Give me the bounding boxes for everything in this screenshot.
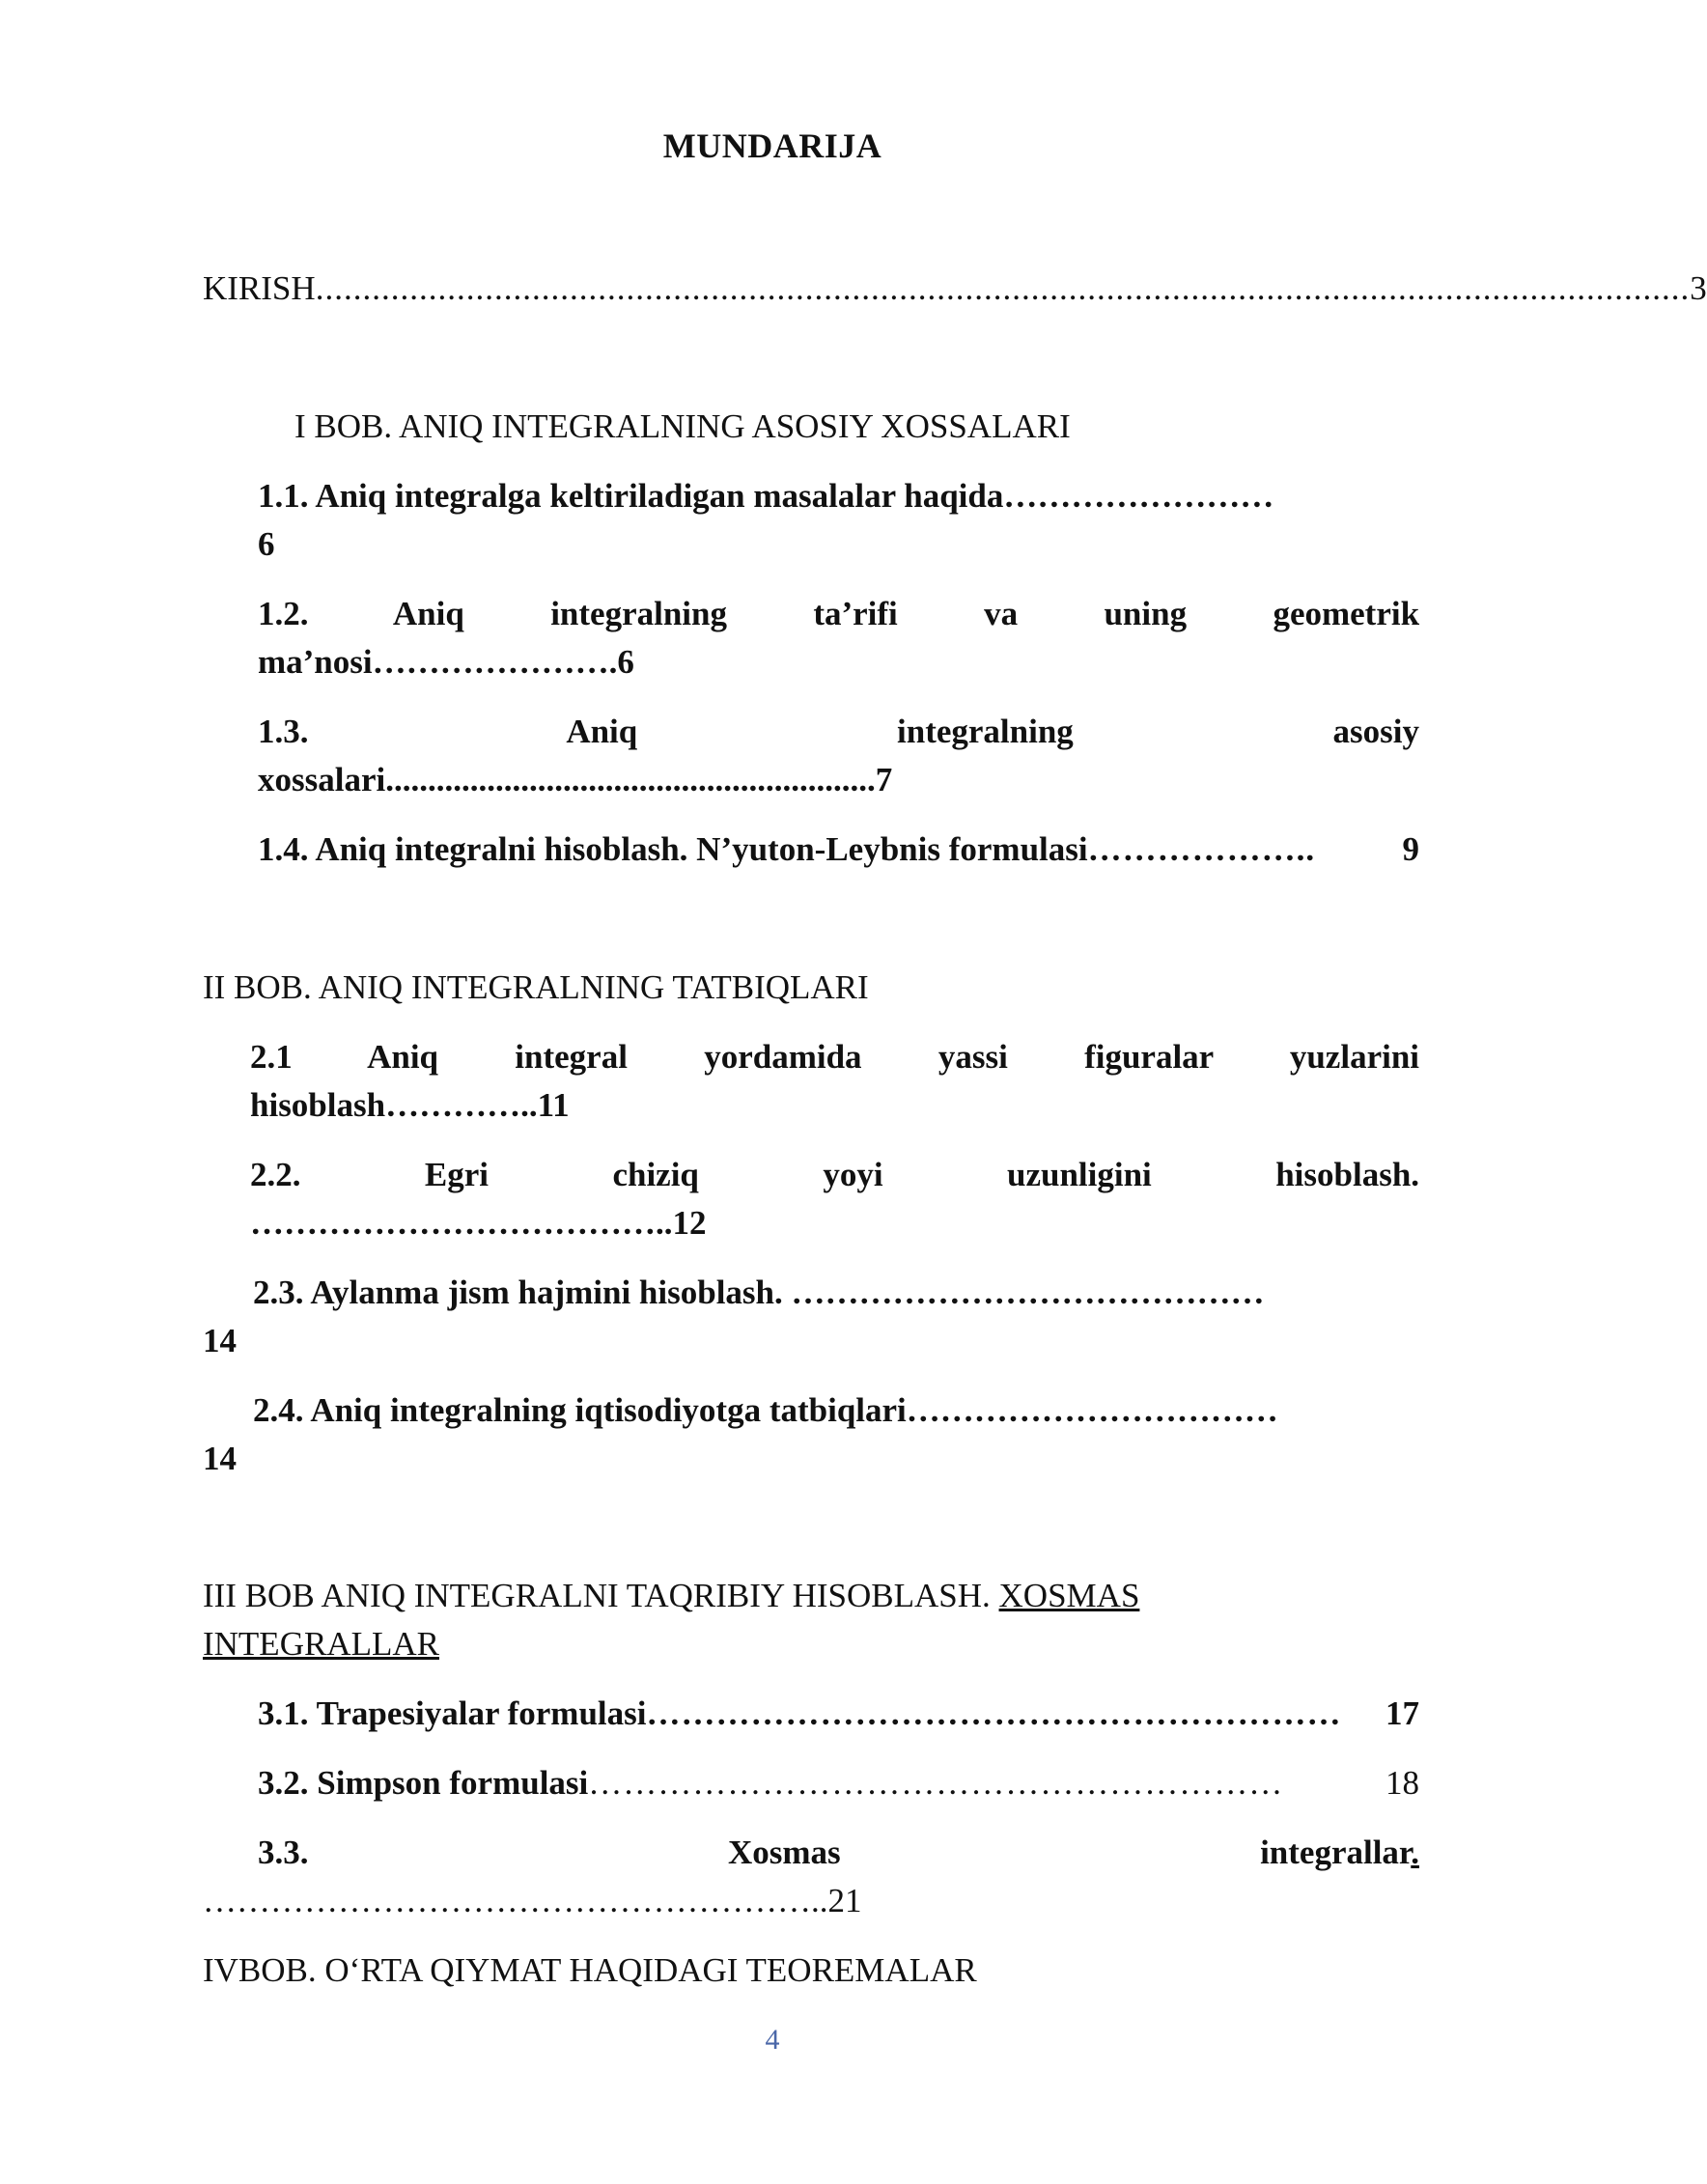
toc-entry-1-1[interactable]: 1.1. Aniq integralga keltiriladigan masalalar haqida……………………: [258, 477, 1274, 515]
toc-entry-2-4-page: 14: [203, 1440, 237, 1477]
toc-entry-1-4[interactable]: [258, 826, 1419, 874]
page-number: 4: [765, 2024, 780, 2056]
toc-entry-1-2[interactable]: 1.2. Aniq integralning ta’rifi va uning geometrik: [258, 595, 1420, 632]
toc-entry-label: 3.1. Trapesiyalar formulasi: [258, 1694, 647, 1732]
chapter-3-heading-text: III BOB ANIQ INTEGRALNI TAQRIBIY HISOBLASH.: [203, 1577, 999, 1614]
chapter-3-heading-line2: INTEGRALLAR: [203, 1625, 439, 1663]
toc-dot-leader: ……………………………………………………: [646, 1694, 1342, 1732]
toc-entry-1-3-continuation: xossalari..........................................................7: [258, 761, 893, 798]
toc-dot-leader: ……………………………………………………: [588, 1764, 1284, 1802]
toc-page-number: 17: [1385, 1694, 1419, 1732]
toc-entry-1-3[interactable]: 1.3. Aniq integralning asosiy: [258, 713, 1420, 750]
toc-page-number: 9: [1402, 830, 1419, 868]
toc-entry-3-2[interactable]: [258, 1759, 1419, 1807]
toc-page-number: 3: [1690, 269, 1707, 307]
toc-entry-kirish[interactable]: [203, 265, 1707, 313]
toc-entry-3-3-continuation: ………………………………………………..21: [203, 1882, 862, 1919]
chapter-4-heading[interactable]: IVBOB. O‘RTA QIYMAT HAQIDAGI TEOREMALAR: [203, 1951, 977, 1989]
chapter-3-heading-underlined: XOSMAS: [998, 1577, 1140, 1614]
chapter-3-heading[interactable]: [203, 1572, 1139, 1620]
toc-entry-3-1[interactable]: [258, 1690, 1419, 1738]
toc-entry-2-2[interactable]: 2.2. Egri chiziq yoyi uzunligini hisoblash.: [250, 1156, 1420, 1193]
toc-entry-2-1-continuation: hisoblash…………..11: [250, 1086, 570, 1124]
page-title: MUNDARIJA: [662, 126, 882, 165]
toc-entry-2-1[interactable]: 2.1 Aniq integral yordamida yassi figuralar yuzlarini: [250, 1038, 1420, 1076]
toc-entry-1-2-continuation: ma’nosi………………….6: [258, 643, 634, 681]
toc-page-number: 18: [1385, 1764, 1419, 1802]
chapter-1-heading[interactable]: I BOB. ANIQ INTEGRALNING ASOSIY XOSSALARI: [294, 407, 1071, 445]
toc-entry-2-2-continuation: ………………………………..12: [250, 1204, 707, 1242]
chapter-2-heading[interactable]: II BOB. ANIQ INTEGRALNING TATBIQLARI: [203, 968, 869, 1006]
toc-dot-leader: ………………..: [1087, 830, 1316, 868]
toc-entry-2-4[interactable]: 2.4. Aniq integralning iqtisodiyotga tatbiqlari……………………………: [253, 1391, 1278, 1429]
toc-dot-leader: ..................................................................................................................................................: [315, 269, 1691, 307]
toc-entry-label: 3.2. Simpson formulasi: [258, 1764, 589, 1802]
toc-entry-2-3[interactable]: 2.3. Aylanma jism hajmini hisoblash. ……………………………………: [253, 1274, 1265, 1311]
toc-entry-2-3-page: 14: [203, 1322, 237, 1359]
toc-entry-1-1-page: 6: [258, 525, 275, 563]
toc-entry-3-3[interactable]: 3.3. Xosmas integrallar.: [258, 1834, 1419, 1871]
toc-entry-label: 1.4. Aniq integralni hisoblash. N’yuton-Leybnis formulasi: [258, 830, 1088, 868]
toc-entry-label: KIRISH: [203, 269, 316, 307]
